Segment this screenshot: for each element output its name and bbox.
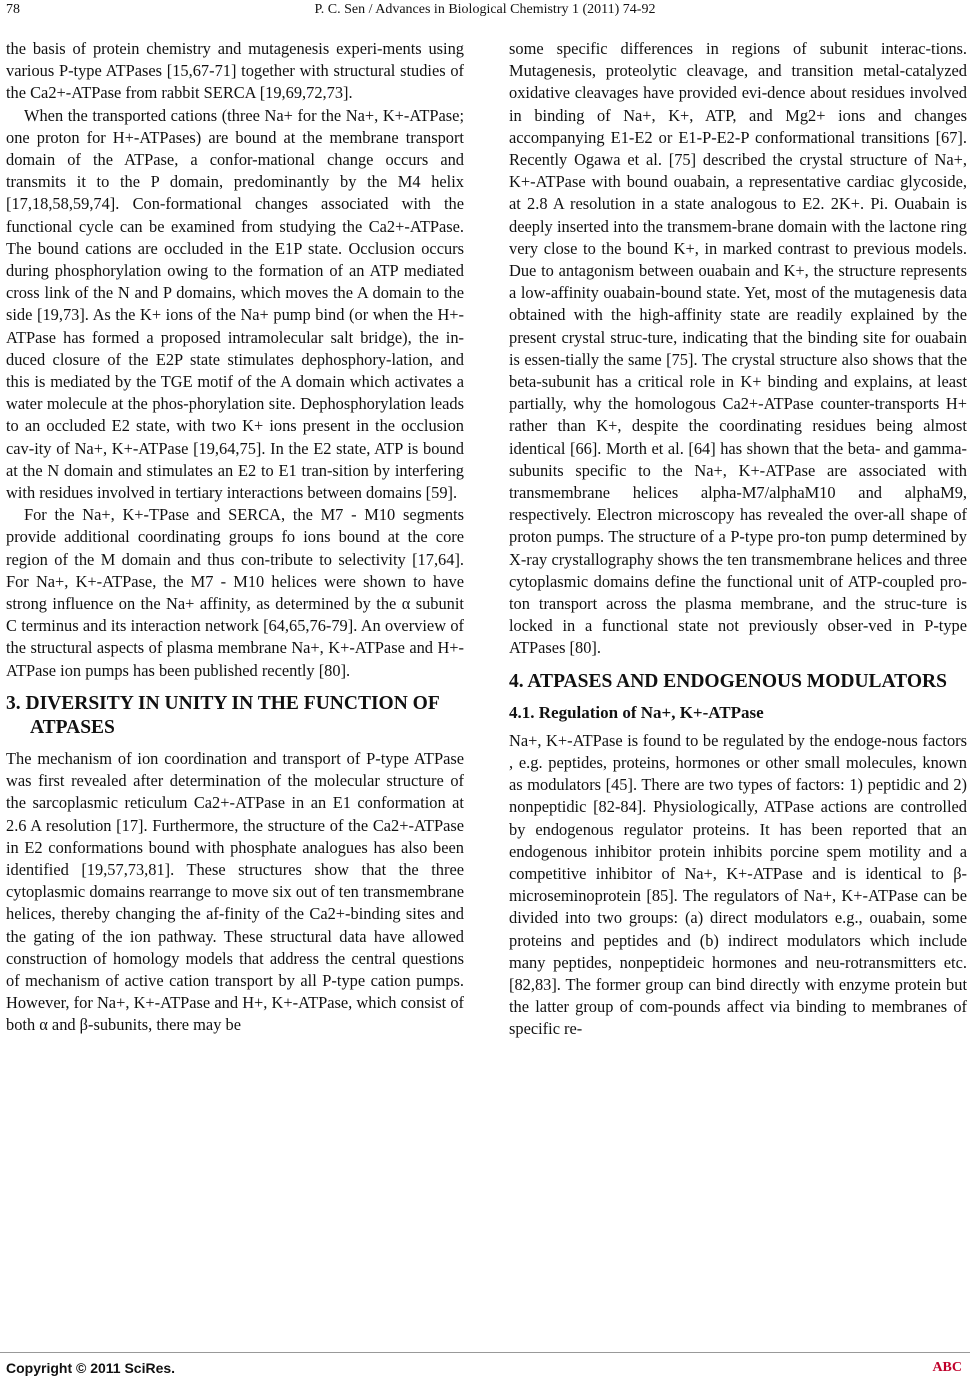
running-title: P. C. Sen / Advances in Biological Chemistry 1 (2011) 74-92 (314, 2, 656, 17)
right-paragraph-1: some specific differences in regions of subunit interac-tions. Mutagenesis, proteolytic cleavage, and transition metal-catalyzed oxidative cleavages have provided evi-dence about residues involved in binding of Na+, K+, ATP, and Mg2+ ions and changes accompanying E1-E2 or E1-P-E2-P conformational transitions [67]. Recently Ogawa et al. [75] described the crystal structure of Na+, K+-ATPase with bound ouabain, a representative cardiac glycoside, at 2.8 A resolution in a state analogous to E2. 2K+. Pi. Ouabain is deeply inserted into the transmem-brane domain with the lactone ring very close to the bound K+, in marked contrast to previous models. Due to antagonism between ouabain and K+, the structure represents a low-affinity ouabain-bound state. Yet, most of the mutagenesis data obtained with the high-affinity state are readily explained by the present crystal struc-ture, indicating that the binding site for ouabain is essen-tially the same [75]. The crystal structure also shows that the beta-subunit has a critical role in K+ binding and explains, at least partially, why the homologous Ca2+-ATPase counter-transports H+ rather than K+, despite the coordinating residues being almost identical [66]. Morth et al. [64] has shown that the beta- and gamma-subunits specific to the Na+, K+-ATPase are associated with transmembrane helices alpha-M7/alphaM10 and alphaM9, respectively. Electron microscopy has revealed the over-all shape of proton pumps. The structure of a P-type pro-ton pump determined by X-ray crystallography shows the ten transmembrane helices and three cytoplasmic domains define the functional unit of ATP-coupled pro-ton transport across the plasma membrane, and the struc-ture is locked in a functional state not previously obser-ved in P-type ATPases [80]. (509, 39, 967, 658)
left-paragraph-2: When the transported cations (three Na+ for the Na+, K+-ATPase; one proton for H+-ATPases) are bound at the membrane transport domain of the ATPase, a confor-mational change occurs and transmits it to the P domain, predominantly by the M4 helix [17,18,58,59,74]. Con-formational changes associated with the functional cycle can be examined from studying the Ca2+-ATPase. The bound cations are occluded in the E1P state. Occlusion occurs during phosphorylation owing to the formation of an ATP mediated cross link of the N and P domains, which moves the A domain to the side [19,73]. As the K+ ions of the Na+ pump bind (or when the H+-ATPase has formed a proposed intramolecular salt bridge), the in-duced closure of the E2P state stimulates dephosphory-lation, and this is mediated by the TGE motif of the A domain which activates a water molecule at the phos-phorylation site. Dephosphorylation leads to an occluded E2 state, with two K+ ions present in the occlusion cav-ity of Na+, K+-ATPase [19,64,75]. In the E2 state, ATP is bound at the N domain and stimulates an E2 to E1 tran-sition by interfering with residues involved in tertiary interactions between domains [59]. (6, 105, 464, 503)
page-header (0, 2, 970, 26)
copyright-notice: Copyright © 2011 SciRes. (6, 1360, 176, 1376)
left-paragraph-4: The mechanism of ion coordination and transport of P-type ATPase was first revealed after determination of the molecular structure of the sarcoplasmic reticulum Ca2+-ATPase in an E1 conformation at 2.6 A resolution [17]. Furthermore, the structure of the Ca2+-ATPase in E2 conformations bound with phosphate analogues has also been identified [19,57,73,81]. These structures show that the three cytoplasmic domains rearrange to move six out of ten transmembrane helices, thereby changing the af-finity of the Ca2+-binding sites and the gating of the ion pathway. These structural data have allowed construction of homology models that address the central questions of mechanism of active cation transport by all P-type cation pumps. However, for Na+, K+-ATPase and H+, K+-ATPase, which consist of both α and β-subunits, there may be (6, 748, 464, 1035)
left-column (6, 38, 464, 1037)
page-footer (0, 1360, 970, 1382)
page-number: 78 (6, 2, 20, 17)
subsection-4-1-heading: 4.1. Regulation of Na+, K+-ATPase (509, 702, 764, 722)
right-paragraph-2: Na+, K+-ATPase is found to be regulated by the endoge-nous factors , e.g. peptides, proteins, hormones or other small molecules, known as modulators [45]. There are two types of factors: 1) peptidic and 2) nonpeptidic [82-84]. Physiologically, ATPase actions are controlled by endogenous regulator proteins. It has been reported that an endogenous inhibitor protein inhibits porcine spem motility and a competitive inhibitor of Na+, K+-ATPase and is identical to β-microseminoprotein [85]. The regulators of Na+, K+-ATPase can be divided into two groups: (a) direct modulators e.g., ouabain, some proteins and peptides and (b) indirect modulators which include many peptides, nonpeptideic hormones and neu-rotransmitters etc. [82,83]. The former group can bind directly with enzyme protein but the latter group of com-pounds affect via binding to membranes of specific re- (509, 730, 967, 1039)
right-column (509, 38, 967, 1041)
left-paragraph-3: For the Na+, K+-TPase and SERCA, the M7 - M10 segments provide additional coordinating groups fo ions bound at the core region of the M domain and thus con-tribute to selectivity [17,64]. For Na+, K+-ATPase, the M7 - M10 helices were shown to have strong influence on the Na+ affinity, as determined by the α subunit C terminus and its interaction network [64,65,76-79]. An overview of the structural aspects of plasma membrane Na+, K+-ATPase and H+-ATPase ion pumps has been published recently [80]. (6, 505, 464, 680)
footer-divider (0, 1352, 970, 1353)
section-3-heading: 3. DIVERSITY IN UNITY IN THE FUNCTION OF ATPASES (6, 692, 440, 738)
journal-mark: ABC (932, 1360, 962, 1375)
section-4-heading: 4. ATPASES AND ENDOGENOUS MODULATORS (509, 670, 947, 692)
left-paragraph-1: the basis of protein chemistry and mutagenesis experi-ments using various P-type ATPases [15,67-71] together with structural studies of the Ca2+-ATPase from rabbit SERCA [19,69,72,73]. (6, 39, 464, 103)
